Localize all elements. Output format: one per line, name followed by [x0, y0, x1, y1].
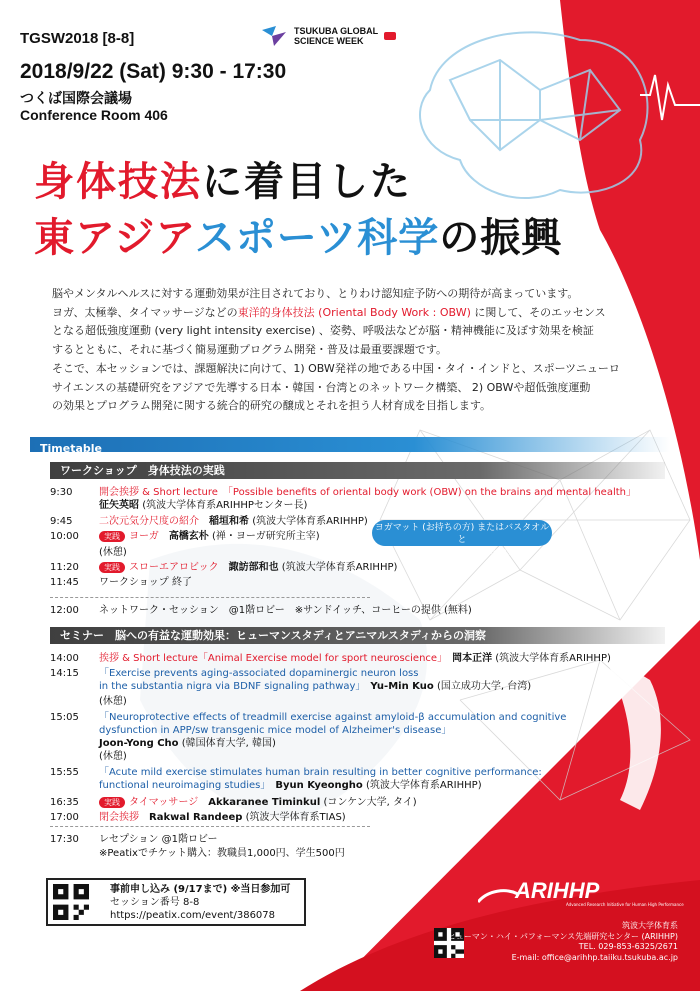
schedule-row: 10:00 実践 ヨーガ 高橋玄朴 (禅・ヨーガ研究所主宰) [50, 531, 320, 542]
schedule-row: 15:05 「Neuroprotective effects of treadmill exercise against amyloid-β accumulation and cognitive [50, 712, 567, 723]
title-rest-1: に着目した [202, 159, 412, 205]
organization-info [448, 921, 678, 963]
intro-line: するとともに、それに基づく簡易運動プログラム開発・普及は最重要課題です。 [52, 343, 448, 357]
registration-line2: セッション番号 8-8 [110, 897, 200, 908]
venue [20, 90, 168, 124]
schedule-row: dysfunction in APP/sw transgenic mice model of Alzheimer's disease」 [99, 725, 452, 736]
registration-line1: 事前申し込み (9/17まで) ※当日参加可 [110, 884, 291, 895]
title-rest-2: の振興 [439, 215, 563, 261]
org-phone: TEL. 029-853-6325/2671 [578, 942, 678, 951]
event-date-time: 2018/9/22 (Sat) 9:30 - 17:30 [20, 60, 287, 83]
event-code: TGSW2018 [8-8] [20, 30, 135, 47]
note-bubble: ヨガマット (お持ちの方) またはバスタオルと 飲み物をお持ちください。 [372, 520, 552, 546]
intro-line: の効果とプログラム開発に関する統合的研究の醸成とそれを担う人材育成を目指します。 [52, 399, 492, 413]
title-line1 [34, 150, 412, 207]
title-red-2: 東アジア [34, 215, 195, 261]
arrow-icon [384, 32, 396, 40]
schedule-row: 17:00 閉会挨拶 Rakwal Randeep (筑波大学体育系TIAS) [50, 812, 346, 823]
schedule-row: 11:45 ワークショップ 終了 [50, 577, 192, 588]
logo-line2: SCIENCE WEEK [294, 36, 364, 46]
schedule-row: 征矢英昭 (筑波大学体育系ARIHHPセンター長) [99, 500, 308, 511]
schedule-row: 14:15 「Exercise prevents aging-associated dopaminergic neuron loss [50, 668, 419, 679]
practice-badge: 実践 [99, 797, 125, 808]
schedule-row: 15:55 「Acute mild exercise stimulates human brain resulting in better cognitive performance: [50, 767, 542, 778]
intro-line: そこで、本セッションでは、課題解決に向けて、1) OBW発祥の地である中国・タイ・インドと、スポーツニューロ [52, 361, 620, 375]
qr-code-icon[interactable] [53, 884, 89, 920]
schedule-row: ※Peatixでチケット購入：教職員1,000円、学生500円 [99, 848, 345, 859]
tgsw-logo [262, 26, 396, 46]
title-blue-2: スポーツ科学 [194, 215, 440, 261]
divider [50, 597, 370, 598]
venue-en: Conference Room 406 [20, 107, 168, 123]
seminar-header: セミナー 脳への有益な運動効果：ヒューマンスタディとアニマルスタディからの洞察 [50, 627, 665, 644]
intro-line: サイエンスの基礎研究をアジアで先導する日本・韓国・台湾とのネットワーク構築、 2) OBWや超低強度運動 [52, 380, 591, 394]
logo-line1: TSUKUBA GLOBAL [294, 26, 379, 36]
intro-text [52, 285, 652, 416]
timetable-label: Timetable [40, 442, 102, 455]
schedule-row: functional neuroimaging studies」 Byun Kyeongho (筑波大学体育系ARIHHP) [99, 780, 482, 791]
arihhp-logo-sub: Advanced Research Initiative for Human High Performance [566, 902, 684, 907]
registration-text [110, 883, 290, 922]
title-line2 [34, 206, 562, 263]
registration-box [46, 878, 306, 926]
schedule-row: 9:45 二次元気分尺度の紹介 稲垣和希 (筑波大学体育系ARIHHP) [50, 516, 368, 527]
practice-badge: 実践 [99, 531, 125, 542]
arihhp-logo: ARIHHP [515, 878, 600, 903]
workshop-header: ワークショップ 身体技法の実践 [50, 462, 665, 479]
org-email[interactable]: E-mail: office@arihhp.taiiku.tsukuba.ac.jp [511, 952, 678, 962]
schedule-row: 14:00 挨拶 & Short lecture「Animal Exercise model for sport neuroscience」 岡本正洋 (筑波大学体育系ARIHHP) [50, 653, 611, 664]
org-line: ヒューマン・ハイ・パフォーマンス先端研究センター (ARIHHP) [447, 931, 678, 941]
schedule-row: 17:30 レセプション @1階ロビー [50, 834, 218, 845]
schedule-row: (休憩) [99, 751, 127, 762]
divider [50, 826, 370, 827]
schedule-row: 9:30 開会挨拶 & Short lecture 「Possible benefits of oriental body work (OBW) on the brains and mental health」 [50, 487, 637, 498]
intro-line: ヨガ、太極拳、タイマッサージなどの東洋的身体技法 (Oriental Body Work : OBW) に関して、そのエッセンス [52, 305, 606, 319]
schedule-row: in the substantia nigra via BDNF signaling pathway」 Yu-Min Kuo (国立成功大学, 台湾) [99, 681, 532, 692]
schedule-row: 16:35 実践 タイマッサージ Akkaranee Timinkul (コンケン大学, タイ) [50, 797, 417, 808]
arihhp-swoosh-icon [478, 886, 518, 906]
registration-url[interactable]: https://peatix.com/event/386078 [110, 910, 276, 921]
schedule-row: (休憩) [99, 696, 127, 707]
intro-line: 脳やメンタルヘルスに対する運動効果が注目されており、とりわけ認知症予防への期待が高まっています。 [52, 287, 579, 300]
schedule-row: (休憩) [99, 547, 127, 558]
intro-line: となる超低強度運動 (very light intensity exercise) 、姿勢、呼吸法などが脳・精神機能に及ぼす効果を検証 [52, 324, 594, 338]
practice-badge: 実践 [99, 562, 125, 573]
tgsw-logo-icon [262, 26, 288, 46]
timetable-label-bar [30, 437, 670, 455]
schedule-row: 11:20 実践 スローエアロビック 諏訪部和也 (筑波大学体育系ARIHHP) [50, 562, 398, 573]
org-line: 筑波大学体育系 [622, 921, 678, 930]
venue-jp: つくば国際会議場 [20, 90, 132, 106]
schedule-row: 12:00 ネットワーク・セッション @1階ロビー ※サンドイッチ、コーヒーの提供 (無料) [50, 605, 472, 616]
title-red-1: 身体技法 [34, 159, 202, 205]
schedule-row: Joon-Yong Cho (韓国体育大学, 韓国) [99, 738, 276, 749]
